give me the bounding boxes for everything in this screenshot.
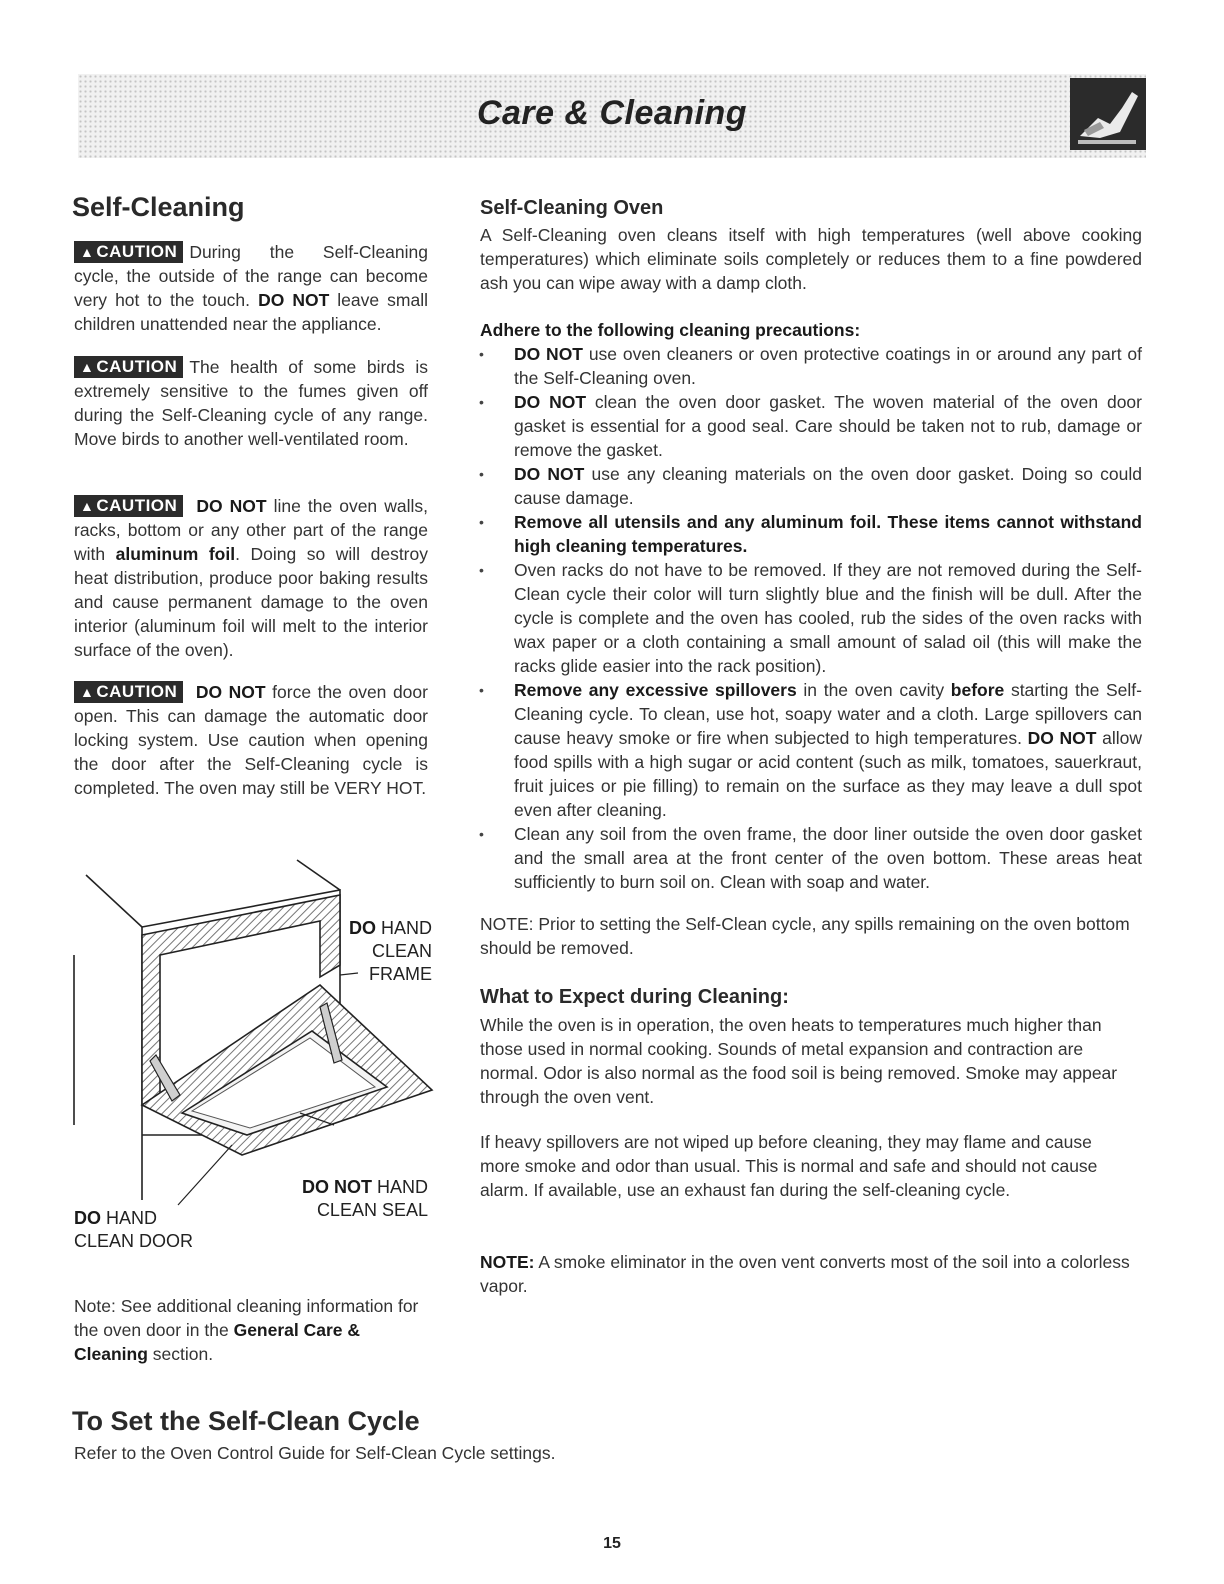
cleaning-hand-icon bbox=[1070, 78, 1146, 150]
do-hand-clean-door-label: DO HAND CLEAN DOOR bbox=[74, 1208, 194, 1251]
what-to-expect-paragraph-1: While the oven is in operation, the oven heats to temperatures much higher than those used in normal cooking. Sounds of metal expansion and contraction are normal. Odor is also normal as the food soil is being removed. Smoke may appear through the oven vent. bbox=[480, 1015, 1118, 1107]
warning-icon: ▲ bbox=[80, 244, 95, 260]
set-self-clean-text: Refer to the Oven Control Guide for Self-Clean Cycle settings. bbox=[74, 1443, 556, 1463]
do-not-hand-clean-seal-label: DO NOT HAND CLEAN SEAL bbox=[301, 1177, 428, 1220]
do-hand-clean-frame-label: DO HAND CLEAN FRAME bbox=[348, 918, 432, 984]
page-title: Care & Cleaning bbox=[476, 94, 748, 132]
door-cleaning-note: Note: See additional cleaning information for the oven door in the General Care & Cleaning section. bbox=[74, 1296, 419, 1364]
warning-icon: ▲ bbox=[80, 359, 95, 375]
precautions-heading: Adhere to the following cleaning precautions: bbox=[480, 320, 861, 340]
header-banner bbox=[78, 74, 1146, 158]
precautions-list bbox=[476, 342, 1142, 894]
caution-paragraph-4: ▲ CAUTION DO NOT force the oven door open. This can damage the automatic door locking system. Use caution when opening the door after the Self-Cleaning cycle is completed. The oven may still be VERY HOT. bbox=[74, 682, 428, 798]
what-to-expect-paragraph-2: If heavy spillovers are not wiped up before cleaning, they may flame and cause more smoke and odor than usual. This is normal and safe and should not cause alarm. If available, use an exhaust fan during the self-cleaning cycle. bbox=[480, 1132, 1098, 1200]
range-edge-line bbox=[86, 875, 142, 927]
caution-badge: ▲ CAUTION bbox=[74, 241, 183, 263]
list-item: • Remove all utensils and any aluminum foil. These items cannot withstand high cleaning temperatures. bbox=[476, 510, 1142, 558]
caution-badge: ▲ CAUTION bbox=[74, 356, 183, 378]
range-edge-line bbox=[297, 860, 340, 890]
self-cleaning-heading: Self-Cleaning bbox=[72, 192, 245, 222]
self-cleaning-oven-intro: A Self-Cleaning oven cleans itself with high temperatures (well above cooking temperatures) which eliminate soils completely or reduces them to a fine powdered ash you can wipe away with a damp cloth. bbox=[480, 225, 1142, 293]
oven-door-diagram bbox=[72, 855, 442, 1215]
list-item: • DO NOT use any cleaning materials on the oven door gasket. Doing so could cause damage. bbox=[476, 462, 1142, 510]
smoke-eliminator-note: NOTE: A smoke eliminator in the oven vent converts most of the soil into a colorless vapor. bbox=[480, 1252, 1130, 1296]
warning-icon: ▲ bbox=[80, 498, 95, 514]
warning-icon: ▲ bbox=[80, 684, 95, 700]
list-item: • Oven racks do not have to be removed. If they are not removed during the Self-Clean cycle their color will turn slightly blue and the finish will be dull. After the cycle is complete and the oven has cooled, rub the sides of the oven racks with wax paper or a cloth containing a small amount of salad oil (this will make the racks glide easier into the rack position). bbox=[476, 558, 1142, 678]
caution-paragraph-1: ▲ CAUTION During the Self-Cleaning cycle, the outside of the range can become very hot to the touch. DO NOT leave small children unattended near the appliance. bbox=[74, 242, 428, 334]
door-leader-line bbox=[178, 1145, 232, 1205]
spills-note: NOTE: Prior to setting the Self-Clean cycle, any spills remaining on the oven bottom should be removed. bbox=[480, 914, 1130, 958]
caution-badge: ▲ CAUTION bbox=[74, 681, 183, 703]
caution-paragraph-2: ▲ CAUTION The health of some birds is extremely sensitive to the fumes given off during the Self-Cleaning cycle of any range. Move birds to another well-ventilated room. bbox=[74, 357, 428, 449]
list-item: • Clean any soil from the oven frame, the door liner outside the oven door gasket and the small area at the front center of the oven bottom. These areas heat sufficiently to burn soil on. Clean with soap and water. bbox=[476, 822, 1142, 894]
page-number: 15 bbox=[603, 1535, 621, 1552]
list-item: • Remove any excessive spillovers in the oven cavity before starting the Self-Cleaning cycle. To clean, use hot, soapy water and a cloth. Large spillovers can cause heavy smoke or fire when subjected to high temperatures. DO NOT allow food spills with a high sugar or acid content (such as milk, tomatoes, sauerkraut, fruit juices or pie filling) to remain on the surface as they may leave a dull spot even after cleaning. bbox=[476, 678, 1142, 822]
list-item: • DO NOT use oven cleaners or oven protective coatings in or around any part of the Self-Cleaning oven. bbox=[476, 342, 1142, 390]
caution-paragraph-3: ▲ CAUTION DO NOT line the oven walls, racks, bottom or any other part of the range with aluminum foil. Doing so will destroy heat distribution, produce poor baking results and cause permanent damage to the oven interior (aluminum foil will melt to the interior surface of the oven). bbox=[74, 496, 428, 660]
self-cleaning-oven-heading: Self-Cleaning Oven bbox=[480, 197, 664, 219]
list-item: • DO NOT clean the oven door gasket. The woven material of the oven door gasket is essential for a good seal. Care should be taken not to rub, damage or remove the gasket. bbox=[476, 390, 1142, 462]
set-self-clean-heading: To Set the Self-Clean Cycle bbox=[72, 1406, 420, 1436]
what-to-expect-heading: What to Expect during Cleaning: bbox=[480, 986, 789, 1008]
caution-badge: ▲ CAUTION bbox=[74, 495, 183, 517]
